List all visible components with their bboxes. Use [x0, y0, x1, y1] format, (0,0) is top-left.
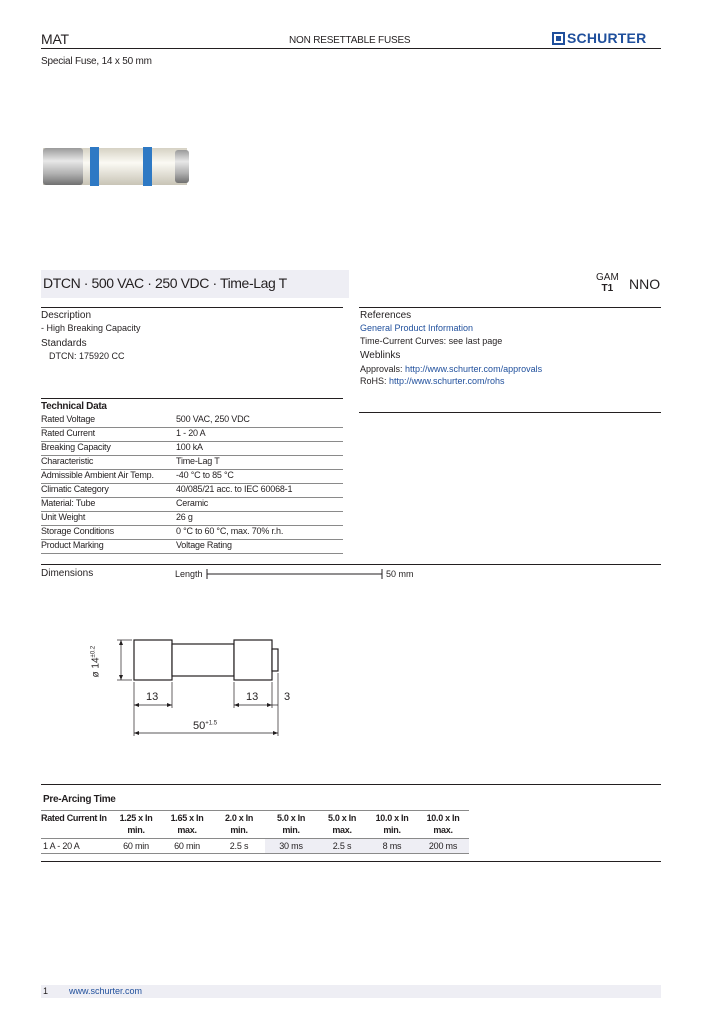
gam-label: GAM [596, 272, 619, 283]
row-key: Material: Tube [41, 498, 96, 508]
drawing-tube [172, 644, 234, 676]
approvals-label: Approvals: [360, 364, 406, 374]
section-end-rule [41, 861, 661, 862]
column-header-bottom: min. [383, 825, 401, 835]
table-row [41, 483, 343, 498]
table-cell: 8 ms [382, 841, 402, 851]
rohs-line [360, 376, 505, 386]
column-header-bottom: min. [127, 825, 145, 835]
diameter-dimension [88, 640, 104, 686]
gam-class: T1 [601, 283, 614, 294]
row-key: Climatic Category [41, 484, 109, 494]
references-heading: References [360, 310, 412, 321]
technical-data-heading: Technical Data [41, 401, 107, 412]
row-key: Characteristic [41, 456, 94, 466]
rohs-label: RoHS: [360, 376, 390, 386]
column-header-bottom: min. [282, 825, 300, 835]
pre-arcing-rule [41, 784, 661, 785]
table-row [41, 497, 343, 512]
description-heading: Description [41, 310, 92, 321]
logo-mark-icon [552, 32, 565, 45]
rohs-link[interactable]: http://www.schurter.com/rohs [389, 376, 505, 386]
column-header-rated-current [41, 812, 111, 824]
column-header [111, 812, 161, 836]
table-cell: 30 ms [279, 841, 303, 851]
column-header-bottom: max. [433, 825, 453, 835]
column-header [265, 812, 317, 836]
technical-data-rule [41, 398, 343, 399]
dimensions-heading: Dimensions [41, 568, 94, 579]
fuse-band-right [143, 147, 152, 186]
column-header-top: 5.0 x In [327, 813, 357, 823]
fuse-photo [40, 140, 192, 190]
row-key: Product Marking [41, 540, 104, 550]
row-value: 40/085/21 acc. to IEC 60068-1 [176, 484, 293, 494]
fuse-band-left [90, 147, 99, 186]
total-length [193, 720, 217, 732]
row-value: 0 °C to 60 °C, max. 70% r.h. [176, 526, 284, 536]
general-product-info-link[interactable]: General Product Information [360, 323, 474, 333]
column-header [213, 812, 265, 836]
table-cell: 2.5 s [229, 841, 249, 851]
row-key: Breaking Capacity [41, 442, 111, 452]
approvals-line [360, 364, 542, 374]
product-description: Special Fuse, 14 x 50 mm [41, 56, 152, 67]
fuse-cap-left [43, 148, 83, 185]
table-cell: 60 min [174, 841, 200, 851]
column-header-top: 10.0 x In [375, 813, 409, 823]
row-key: Storage Conditions [41, 526, 114, 536]
length-label: Length [175, 569, 203, 579]
row-key: Admissible Ambient Air Temp. [41, 470, 154, 480]
table-cell: 60 min [123, 841, 149, 851]
row-value: Voltage Rating [176, 540, 232, 550]
table-row [41, 511, 343, 526]
row-value: -40 °C to 85 °C [176, 470, 234, 480]
total-length-value: 50 [193, 720, 206, 732]
table-row [41, 427, 343, 442]
rating-summary: DTCN · 500 VAC · 250 VDC · Time-Lag T [43, 275, 287, 291]
column-header-top: 1.25 x In [119, 813, 153, 823]
length-range-bar [204, 568, 386, 580]
cap-right-length: 13 [246, 691, 259, 703]
pre-arcing-top-rule [41, 810, 469, 811]
table-cell: 2.5 s [332, 841, 352, 851]
pre-arcing-bottom-rule [41, 853, 469, 854]
table-row [41, 441, 343, 456]
length-value: 50 mm [386, 569, 414, 579]
column-header-top: 2.0 x In [224, 813, 254, 823]
column-header-bottom: max. [177, 825, 197, 835]
row-value: Time-Lag T [176, 456, 220, 466]
table-row [41, 455, 343, 470]
pre-arcing-heading: Pre-Arcing Time [43, 794, 116, 805]
brand-name: SCHURTER [567, 30, 647, 46]
website-link[interactable]: www.schurter.com [69, 986, 143, 996]
drawing-cap-right [234, 640, 272, 680]
column-header-top: 10.0 x In [426, 813, 460, 823]
drawing-pin [272, 649, 278, 671]
column-header [317, 812, 367, 836]
table-row [41, 469, 343, 484]
approvals-link[interactable]: http://www.schurter.com/approvals [405, 364, 543, 374]
table-cell: 200 ms [428, 841, 458, 851]
time-current-note: Time-Current Curves: see last page [360, 336, 503, 346]
row-key: Unit Weight [41, 512, 86, 522]
column-header [161, 812, 213, 836]
right-column-rule [359, 412, 661, 413]
table-cell: 1 A - 20 A [43, 841, 80, 851]
description-item: - High Breaking Capacity [41, 323, 141, 333]
column-header [417, 812, 469, 836]
pin-length: 3 [284, 691, 291, 703]
column-header-top: Rated Current In [41, 813, 107, 823]
header-rule [41, 48, 661, 49]
row-value: 500 VAC, 250 VDC [176, 414, 250, 424]
product-category: NON RESETTABLE FUSES [289, 35, 411, 46]
schurter-logo [552, 30, 646, 46]
weblinks-heading: Weblinks [360, 350, 401, 361]
diameter-label: ø 14 [90, 657, 102, 678]
row-value: 100 kA [176, 442, 203, 452]
page-number: 1 [43, 986, 49, 996]
row-key: Rated Current [41, 428, 95, 438]
gam-classification [596, 272, 619, 294]
standards-item: DTCN: 175920 CC [49, 351, 125, 361]
column-header-top: 1.65 x In [170, 813, 204, 823]
column-header-bottom: max. [332, 825, 352, 835]
dimensions-rule [41, 564, 661, 565]
nno-label: NNO [629, 276, 661, 292]
standards-heading: Standards [41, 338, 87, 349]
row-value: 26 g [176, 512, 193, 522]
description-rule [41, 307, 343, 308]
product-name: MAT [41, 31, 69, 47]
drawing-cap-left [134, 640, 172, 680]
row-key: Rated Voltage [41, 414, 95, 424]
table-row [41, 525, 343, 540]
column-header [367, 812, 417, 836]
table-row [41, 413, 343, 428]
row-value: 1 - 20 A [176, 428, 206, 438]
table-row [41, 539, 343, 554]
row-value: Ceramic [176, 498, 209, 508]
fuse-cap-right [175, 150, 189, 183]
total-length-tolerance: +1.5 [205, 720, 218, 727]
diameter-tolerance: ±0.2 [90, 645, 97, 658]
column-header-bottom: min. [230, 825, 248, 835]
column-header-top: 5.0 x In [276, 813, 306, 823]
references-rule [359, 307, 661, 308]
cap-left-length: 13 [146, 691, 159, 703]
